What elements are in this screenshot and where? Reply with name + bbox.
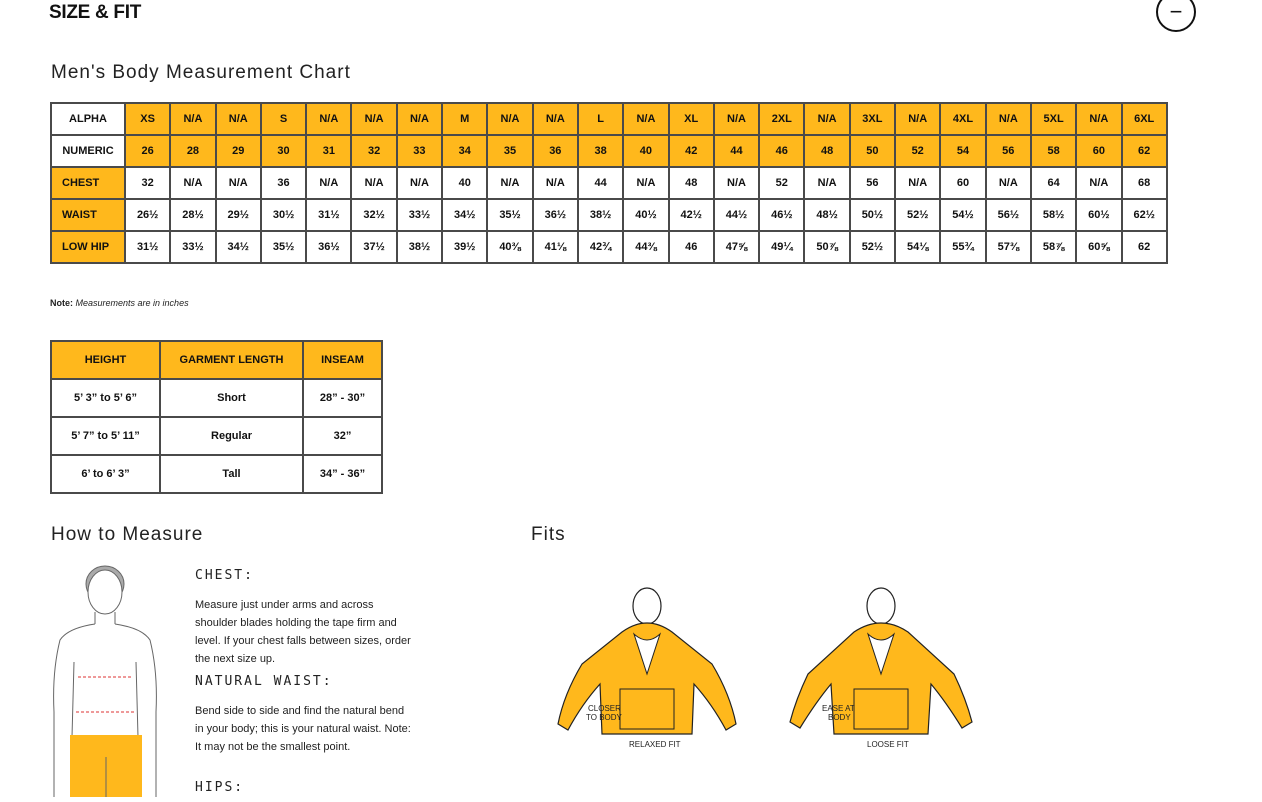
chart-cell: N/A xyxy=(306,167,351,199)
chart-cell: 3XL xyxy=(850,103,895,135)
chart-cell: 31½ xyxy=(306,199,351,231)
chart-cell: 30 xyxy=(261,135,306,167)
chart-cell: N/A xyxy=(895,103,940,135)
natural-waist-heading: NATURAL WAIST: xyxy=(195,674,333,689)
chart-cell: 2XL xyxy=(759,103,804,135)
chart-cell: N/A xyxy=(351,167,396,199)
chart-cell: 50⅞ xyxy=(804,231,849,263)
inseam-cell: 5’ 3” to 5’ 6” xyxy=(51,379,160,417)
chart-row xyxy=(51,199,1167,231)
chart-cell: N/A xyxy=(487,167,532,199)
chart-row xyxy=(51,167,1167,199)
hips-heading: HIPS: xyxy=(195,780,245,795)
row-label: LOW HIP xyxy=(51,231,125,263)
chart-cell: N/A xyxy=(533,103,578,135)
chart-cell: 40⅜ xyxy=(487,231,532,263)
row-label: NUMERIC xyxy=(51,135,125,167)
chart-cell: N/A xyxy=(397,167,442,199)
chart-cell: 57⅜ xyxy=(986,231,1031,263)
inseam-header-cell: INSEAM xyxy=(303,341,382,379)
chart-cell: L xyxy=(578,103,623,135)
chart-cell: 31 xyxy=(306,135,351,167)
relaxed-fit-illustration xyxy=(552,584,742,754)
chart-cell: N/A xyxy=(306,103,351,135)
inseam-cell: 34” - 36” xyxy=(303,455,382,493)
chart-cell: N/A xyxy=(1076,167,1121,199)
chart-cell: N/A xyxy=(533,167,578,199)
loose-fit-label: LOOSE FIT xyxy=(867,740,909,749)
chart-cell: N/A xyxy=(397,103,442,135)
inseam-cell: 5’ 7” to 5’ 11” xyxy=(51,417,160,455)
chart-cell: 44½ xyxy=(714,199,759,231)
chart-row xyxy=(51,231,1167,263)
relaxed-callout-line1: CLOSER xyxy=(588,704,621,713)
chart-cell: 50 xyxy=(850,135,895,167)
chart-cell: 39½ xyxy=(442,231,487,263)
chart-cell: N/A xyxy=(351,103,396,135)
chart-cell: 46 xyxy=(669,231,714,263)
collapse-button[interactable] xyxy=(1156,0,1196,32)
chart-cell: 33 xyxy=(397,135,442,167)
chart-cell: N/A xyxy=(986,167,1031,199)
chart-cell: 26 xyxy=(125,135,170,167)
chest-heading: CHEST: xyxy=(195,568,254,583)
size-chart-table xyxy=(50,102,1168,264)
chart-cell: 28 xyxy=(170,135,215,167)
loose-fit-illustration xyxy=(786,584,976,754)
inseam-row xyxy=(51,455,382,493)
chart-cell: 35½ xyxy=(261,231,306,263)
loose-callout-line2: BODY xyxy=(828,713,851,722)
chart-cell: 58 xyxy=(1031,135,1076,167)
chart-cell: 29½ xyxy=(216,199,261,231)
chart-cell: N/A xyxy=(895,167,940,199)
chart-cell: 36 xyxy=(261,167,306,199)
chart-cell: 4XL xyxy=(940,103,985,135)
chart-cell: 52½ xyxy=(850,231,895,263)
chart-cell: 36½ xyxy=(533,199,578,231)
chart-cell: M xyxy=(442,103,487,135)
chart-cell: 60½ xyxy=(1076,199,1121,231)
chart-cell: 42½ xyxy=(669,199,714,231)
chart-cell: 33½ xyxy=(170,231,215,263)
chart-cell: N/A xyxy=(487,103,532,135)
chart-cell: 60⅝ xyxy=(1076,231,1121,263)
chart-cell: 30½ xyxy=(261,199,306,231)
chart-cell: 40 xyxy=(442,167,487,199)
row-label: ALPHA xyxy=(51,103,125,135)
chart-cell: 32 xyxy=(351,135,396,167)
inseam-cell: 32” xyxy=(303,417,382,455)
chart-cell: 32 xyxy=(125,167,170,199)
chart-cell: 48½ xyxy=(804,199,849,231)
chart-cell: 32½ xyxy=(351,199,396,231)
chart-cell: N/A xyxy=(804,103,849,135)
chart-cell: 35 xyxy=(487,135,532,167)
chart-cell: S xyxy=(261,103,306,135)
chest-text: Measure just under arms and across shoulder blades holding the tape firm and level. If your chest falls between sizes, order the next size up. xyxy=(195,599,411,665)
chart-cell: 46 xyxy=(759,135,804,167)
chart-cell: 46½ xyxy=(759,199,804,231)
chart-cell: 38 xyxy=(578,135,623,167)
chart-cell: 48 xyxy=(804,135,849,167)
relaxed-callout-line2: TO BODY xyxy=(586,713,622,722)
chart-cell: 6XL xyxy=(1122,103,1167,135)
page-title: SIZE & FIT xyxy=(49,2,142,23)
chart-cell: 54 xyxy=(940,135,985,167)
inseam-header-row xyxy=(51,341,382,379)
chart-cell: 50½ xyxy=(850,199,895,231)
chart-row xyxy=(51,135,1167,167)
inseam-row xyxy=(51,417,382,455)
chart-cell: 41⅛ xyxy=(533,231,578,263)
chart-cell: 55¾ xyxy=(940,231,985,263)
row-label: WAIST xyxy=(51,199,125,231)
chart-cell: 62 xyxy=(1122,231,1167,263)
chart-cell: 60 xyxy=(1076,135,1121,167)
note-label: Note: xyxy=(50,298,73,308)
chart-cell: N/A xyxy=(714,103,759,135)
inseam-table xyxy=(50,340,383,494)
note-text: Measurements are in inches xyxy=(75,298,189,308)
chart-cell: 56 xyxy=(850,167,895,199)
chart-cell: 54⅛ xyxy=(895,231,940,263)
chart-title: Men's Body Measurement Chart xyxy=(51,62,351,83)
chart-cell: 36 xyxy=(533,135,578,167)
chart-cell: 31½ xyxy=(125,231,170,263)
natural-waist-text: Bend side to side and find the natural bend in your body; this is your natural waist. Note: It may not be the smallest point. xyxy=(195,705,411,753)
body-figure-illustration xyxy=(48,562,163,802)
chart-cell: 56½ xyxy=(986,199,1031,231)
chart-cell: 56 xyxy=(986,135,1031,167)
inseam-cell: Tall xyxy=(160,455,303,493)
chart-cell: 54½ xyxy=(940,199,985,231)
chart-cell: N/A xyxy=(1076,103,1121,135)
chart-cell: 29 xyxy=(216,135,261,167)
inseam-cell: Regular xyxy=(160,417,303,455)
chart-cell: 5XL xyxy=(1031,103,1076,135)
chart-cell: 52½ xyxy=(895,199,940,231)
chart-cell: 48 xyxy=(669,167,714,199)
chart-cell: 35½ xyxy=(487,199,532,231)
chart-cell: 38½ xyxy=(397,231,442,263)
inseam-header-cell: HEIGHT xyxy=(51,341,160,379)
chart-cell: 52 xyxy=(895,135,940,167)
chart-cell: 42¾ xyxy=(578,231,623,263)
inseam-row xyxy=(51,379,382,417)
chart-cell: 34 xyxy=(442,135,487,167)
chart-cell: 28½ xyxy=(170,199,215,231)
chart-cell: 37½ xyxy=(351,231,396,263)
chart-cell: XL xyxy=(669,103,714,135)
chart-row xyxy=(51,103,1167,135)
chart-cell: 38½ xyxy=(578,199,623,231)
chart-cell: 47⅝ xyxy=(714,231,759,263)
chart-cell: N/A xyxy=(804,167,849,199)
chart-cell: N/A xyxy=(216,103,261,135)
chart-cell: XS xyxy=(125,103,170,135)
chart-cell: N/A xyxy=(216,167,261,199)
chart-cell: 34½ xyxy=(442,199,487,231)
chart-cell: 58½ xyxy=(1031,199,1076,231)
chart-note xyxy=(50,298,189,308)
chart-cell: 33½ xyxy=(397,199,442,231)
fits-title: Fits xyxy=(531,524,566,545)
chart-cell: 68 xyxy=(1122,167,1167,199)
chart-cell: 58⅞ xyxy=(1031,231,1076,263)
chart-cell: 44⅜ xyxy=(623,231,668,263)
relaxed-fit-label: RELAXED FIT xyxy=(629,740,681,749)
chart-cell: 49¼ xyxy=(759,231,804,263)
chart-cell: N/A xyxy=(623,167,668,199)
inseam-cell: Short xyxy=(160,379,303,417)
how-to-measure-title: How to Measure xyxy=(51,524,204,545)
chart-cell: 60 xyxy=(940,167,985,199)
chart-cell: 44 xyxy=(714,135,759,167)
inseam-header-cell: GARMENT LENGTH xyxy=(160,341,303,379)
minus-icon: − xyxy=(1169,0,1183,24)
chart-cell: 44 xyxy=(578,167,623,199)
chart-cell: N/A xyxy=(714,167,759,199)
chart-cell: N/A xyxy=(170,103,215,135)
row-label: CHEST xyxy=(51,167,125,199)
chart-cell: 34½ xyxy=(216,231,261,263)
chart-cell: 40½ xyxy=(623,199,668,231)
loose-callout-line1: EASE AT xyxy=(822,704,855,713)
chart-cell: 62½ xyxy=(1122,199,1167,231)
inseam-cell: 28” - 30” xyxy=(303,379,382,417)
chart-cell: 42 xyxy=(669,135,714,167)
inseam-cell: 6’ to 6’ 3” xyxy=(51,455,160,493)
chart-cell: N/A xyxy=(986,103,1031,135)
chart-cell: N/A xyxy=(170,167,215,199)
chart-cell: 40 xyxy=(623,135,668,167)
chart-cell: 52 xyxy=(759,167,804,199)
chart-cell: 36½ xyxy=(306,231,351,263)
chart-cell: 62 xyxy=(1122,135,1167,167)
chart-cell: 64 xyxy=(1031,167,1076,199)
chart-cell: N/A xyxy=(623,103,668,135)
chart-cell: 26½ xyxy=(125,199,170,231)
